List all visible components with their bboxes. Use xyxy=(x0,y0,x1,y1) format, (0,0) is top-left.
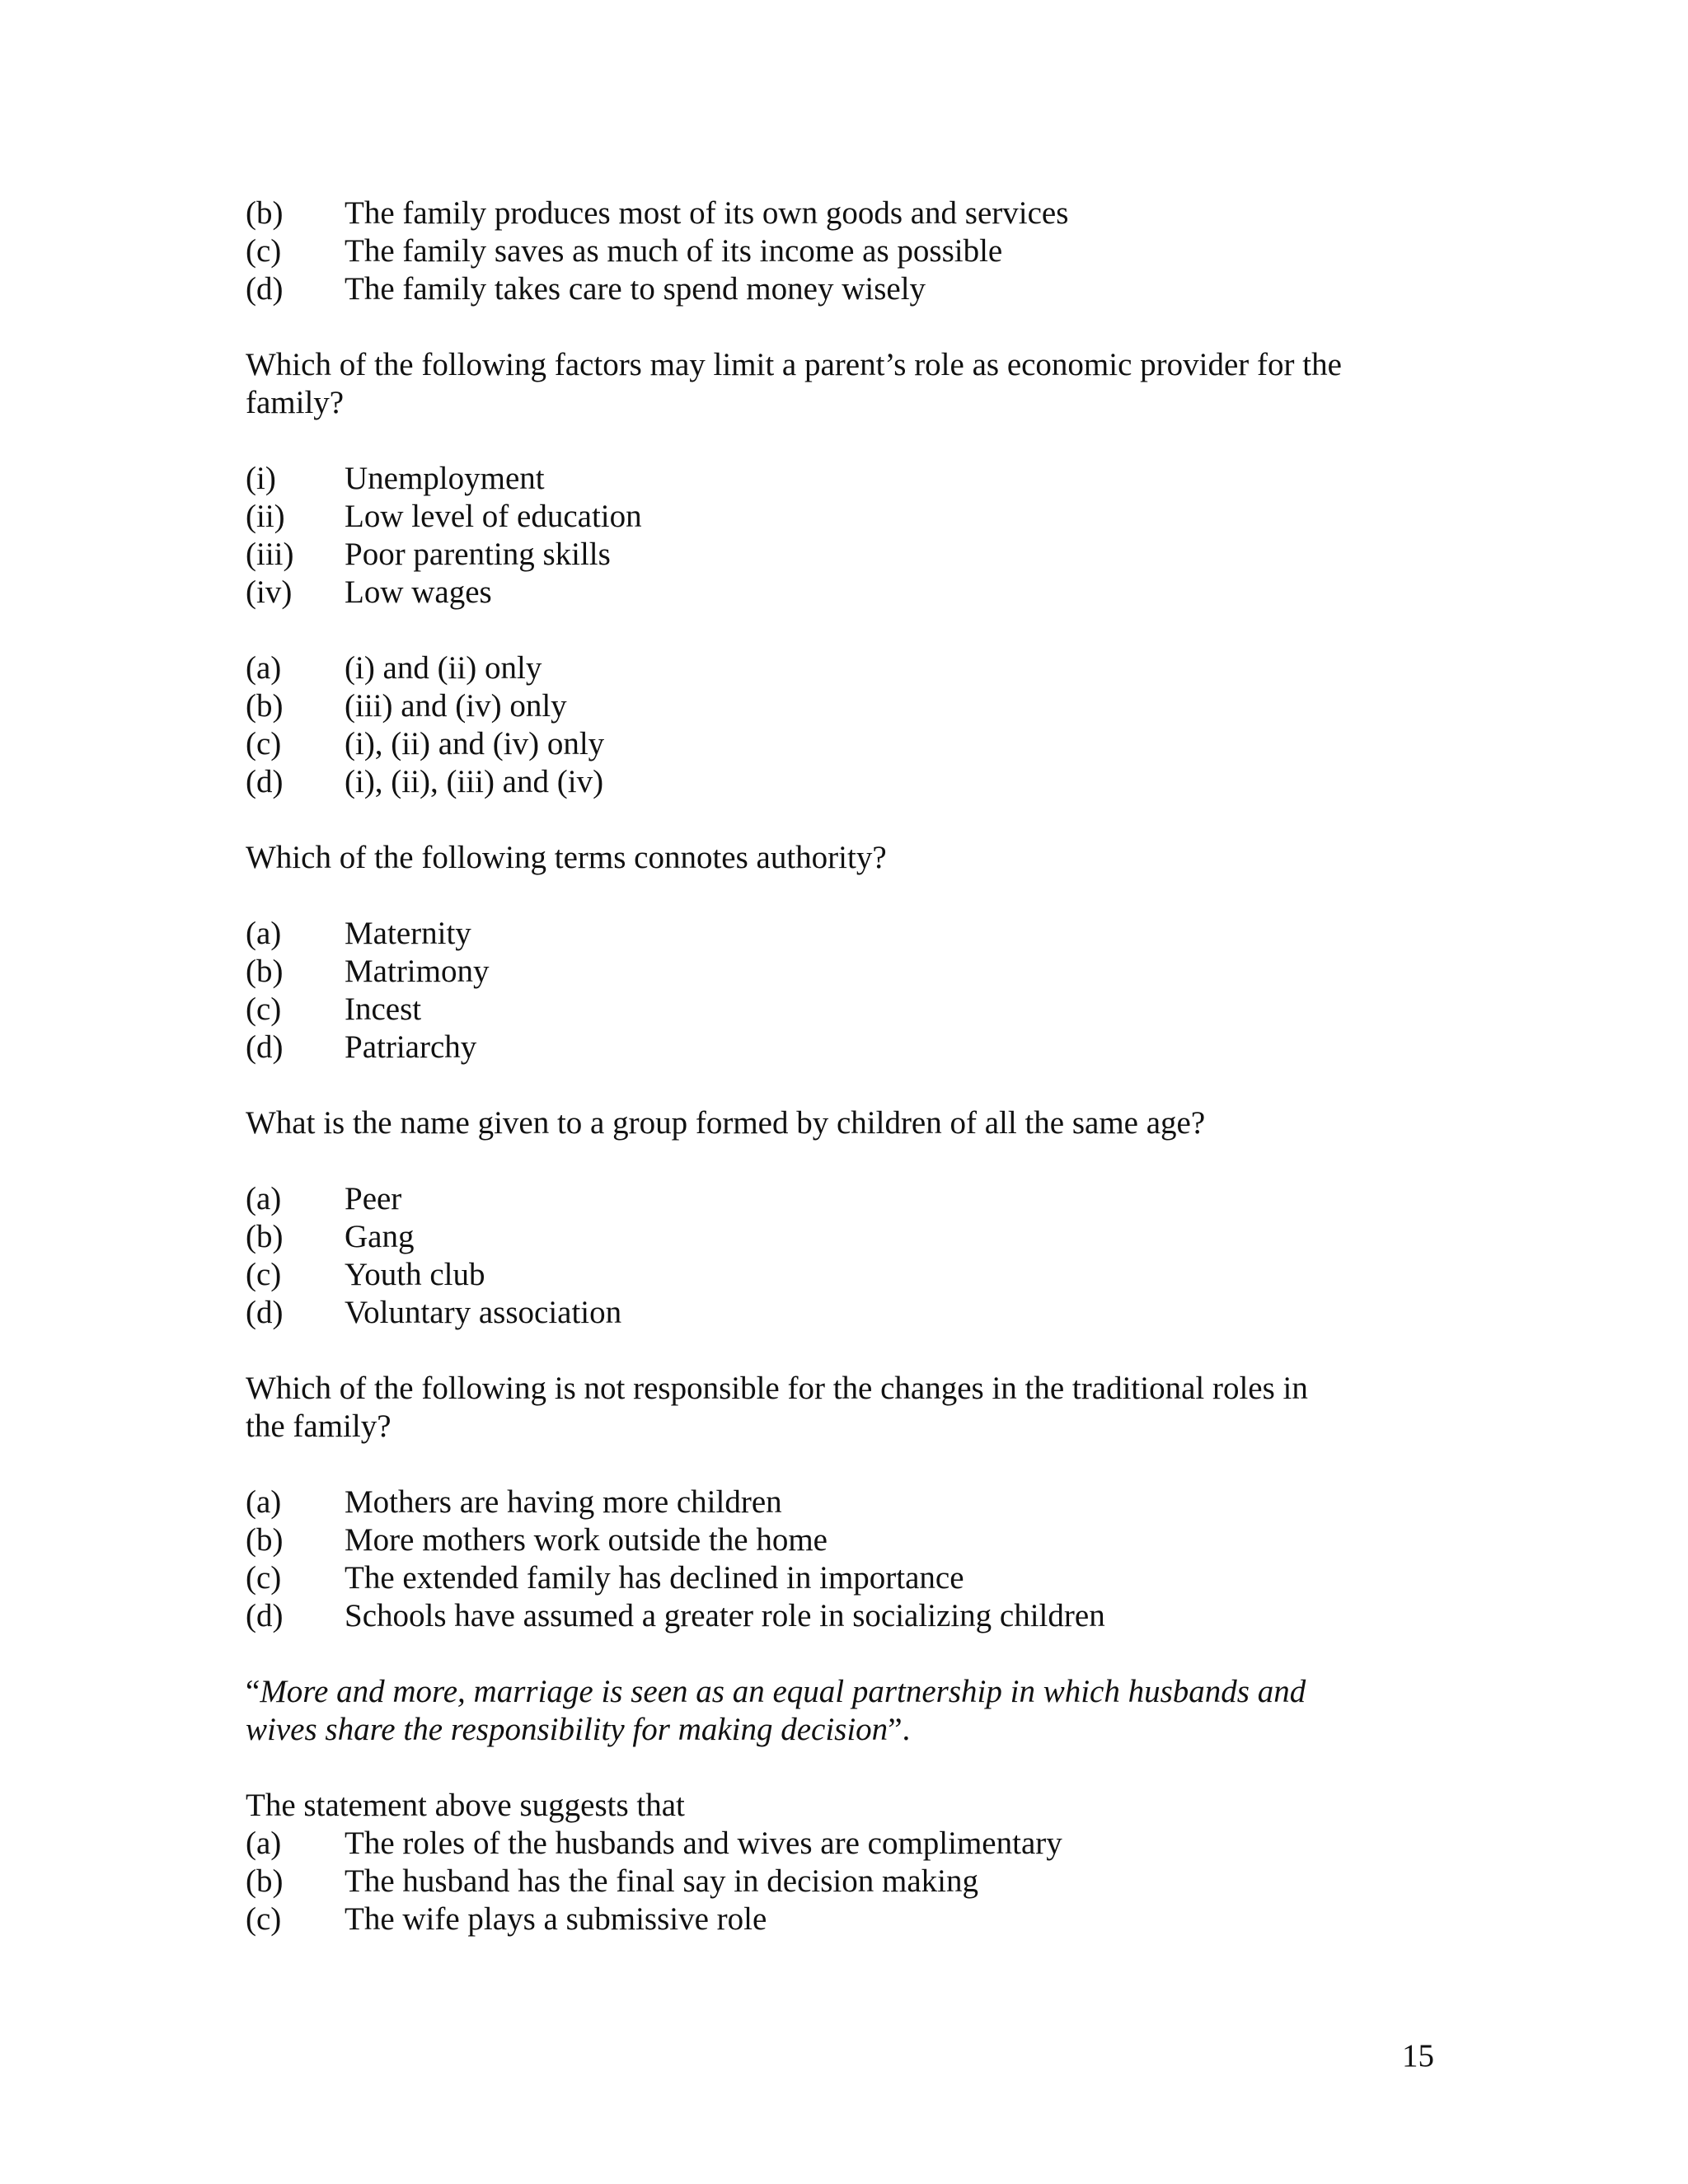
question-authority xyxy=(246,839,1416,1066)
option-text: (iii) and (iv) only xyxy=(345,688,567,724)
option-text: Peer xyxy=(345,1181,402,1216)
option-row xyxy=(246,1559,1416,1597)
option-text: More mothers work outside the home xyxy=(345,1522,828,1558)
option-text: (i), (ii) and (iv) only xyxy=(345,726,605,762)
option-text: Gang xyxy=(345,1219,415,1254)
option-row xyxy=(246,1294,1416,1332)
option-text: Incest xyxy=(345,991,422,1027)
option-text: The husband has the final say in decision making xyxy=(345,1863,978,1899)
question-stem: What is the name given to a group formed by children of all the same age? xyxy=(246,1105,1206,1141)
option-label: (b) xyxy=(246,195,284,231)
option-row xyxy=(246,1483,1416,1521)
quote-open-mark: “ xyxy=(246,1674,260,1709)
item-row xyxy=(246,498,1416,536)
question-same-age-group xyxy=(246,1104,1416,1332)
option-row xyxy=(246,1256,1416,1294)
option-text: The wife plays a submissive role xyxy=(345,1901,767,1937)
option-text: Maternity xyxy=(345,916,471,951)
option-text: The family takes care to spend money wisely xyxy=(345,271,926,307)
item-label: (i) xyxy=(246,461,276,496)
question-stem-line: the family? xyxy=(246,1408,392,1444)
option-row xyxy=(246,649,1416,687)
option-text: Schools have assumed a greater role in socializing children xyxy=(345,1598,1105,1633)
question-economic-provider xyxy=(246,346,1416,801)
question-equal-partnership xyxy=(246,1673,1416,1938)
option-row xyxy=(246,915,1416,953)
prev-question-options xyxy=(246,194,1416,308)
option-label: (c) xyxy=(246,991,282,1027)
option-label: (c) xyxy=(246,1560,282,1596)
option-text: (i), (ii), (iii) and (iv) xyxy=(345,764,604,799)
quote-line xyxy=(246,1673,1416,1711)
option-row xyxy=(246,1218,1416,1256)
quote-text: wives share the responsibility for making decision xyxy=(246,1712,889,1747)
item-label: (iv) xyxy=(246,574,293,610)
item-text: Low wages xyxy=(345,574,492,610)
option-text: Youth club xyxy=(345,1257,485,1292)
option-row xyxy=(246,270,1416,308)
option-row xyxy=(246,1863,1416,1900)
option-label: (c) xyxy=(246,1901,282,1937)
option-label: (b) xyxy=(246,688,284,724)
option-row xyxy=(246,1900,1416,1938)
question-stem: The statement above suggests that xyxy=(246,1788,685,1823)
item-text: Poor parenting skills xyxy=(345,537,611,572)
option-label: (b) xyxy=(246,1522,284,1558)
option-row xyxy=(246,1180,1416,1218)
option-label: (a) xyxy=(246,1484,282,1520)
option-row xyxy=(246,763,1416,801)
quote-line xyxy=(246,1711,1416,1749)
option-row xyxy=(246,953,1416,991)
option-label: (c) xyxy=(246,726,282,762)
item-row xyxy=(246,536,1416,574)
option-row xyxy=(246,725,1416,763)
option-label: (c) xyxy=(246,233,282,269)
question-stem-line: Which of the following factors may limit a parent’s role as economic provider for the xyxy=(246,347,1342,382)
option-label: (d) xyxy=(246,271,284,307)
quote-close-mark: ”. xyxy=(888,1712,911,1747)
option-row xyxy=(246,194,1416,232)
option-label: (b) xyxy=(246,1863,284,1899)
option-text: (i) and (ii) only xyxy=(345,650,542,686)
option-label: (a) xyxy=(246,1825,282,1861)
item-text: Unemployment xyxy=(345,461,545,496)
option-row xyxy=(246,1597,1416,1635)
option-row xyxy=(246,1825,1416,1863)
option-label: (b) xyxy=(246,1219,284,1254)
question-traditional-roles xyxy=(246,1370,1416,1635)
option-label: (d) xyxy=(246,1295,284,1330)
item-row xyxy=(246,574,1416,612)
page-number: 15 xyxy=(1402,2038,1434,2074)
option-text: Matrimony xyxy=(345,954,490,989)
option-text: The family produces most of its own goods and services xyxy=(345,195,1069,231)
option-row xyxy=(246,687,1416,725)
option-label: (d) xyxy=(246,764,284,799)
option-row xyxy=(246,1029,1416,1066)
option-label: (d) xyxy=(246,1029,284,1065)
questions-content xyxy=(246,194,1416,1938)
option-text: The extended family has declined in importance xyxy=(345,1560,964,1596)
option-text: The family saves as much of its income as possible xyxy=(345,233,1003,269)
item-label: (ii) xyxy=(246,499,285,534)
item-label: (iii) xyxy=(246,537,294,572)
option-row xyxy=(246,991,1416,1029)
question-stem-line: Which of the following is not responsible for the changes in the traditional roles in xyxy=(246,1371,1308,1406)
option-label: (a) xyxy=(246,1181,282,1216)
quote-text: More and more, marriage is seen as an equal partnership in which husbands and xyxy=(260,1674,1306,1709)
option-text: Mothers are having more children xyxy=(345,1484,782,1520)
question-stem-line: family? xyxy=(246,385,345,420)
option-row xyxy=(246,232,1416,270)
question-stem: Which of the following terms connotes authority? xyxy=(246,840,887,875)
item-text: Low level of education xyxy=(345,499,642,534)
option-label: (a) xyxy=(246,650,282,686)
option-label: (c) xyxy=(246,1257,282,1292)
item-row xyxy=(246,460,1416,498)
option-text: The roles of the husbands and wives are complimentary xyxy=(345,1825,1062,1861)
option-row xyxy=(246,1521,1416,1559)
option-text: Patriarchy xyxy=(345,1029,477,1065)
option-text: Voluntary association xyxy=(345,1295,622,1330)
option-label: (b) xyxy=(246,954,284,989)
option-label: (a) xyxy=(246,916,282,951)
option-label: (d) xyxy=(246,1598,284,1633)
